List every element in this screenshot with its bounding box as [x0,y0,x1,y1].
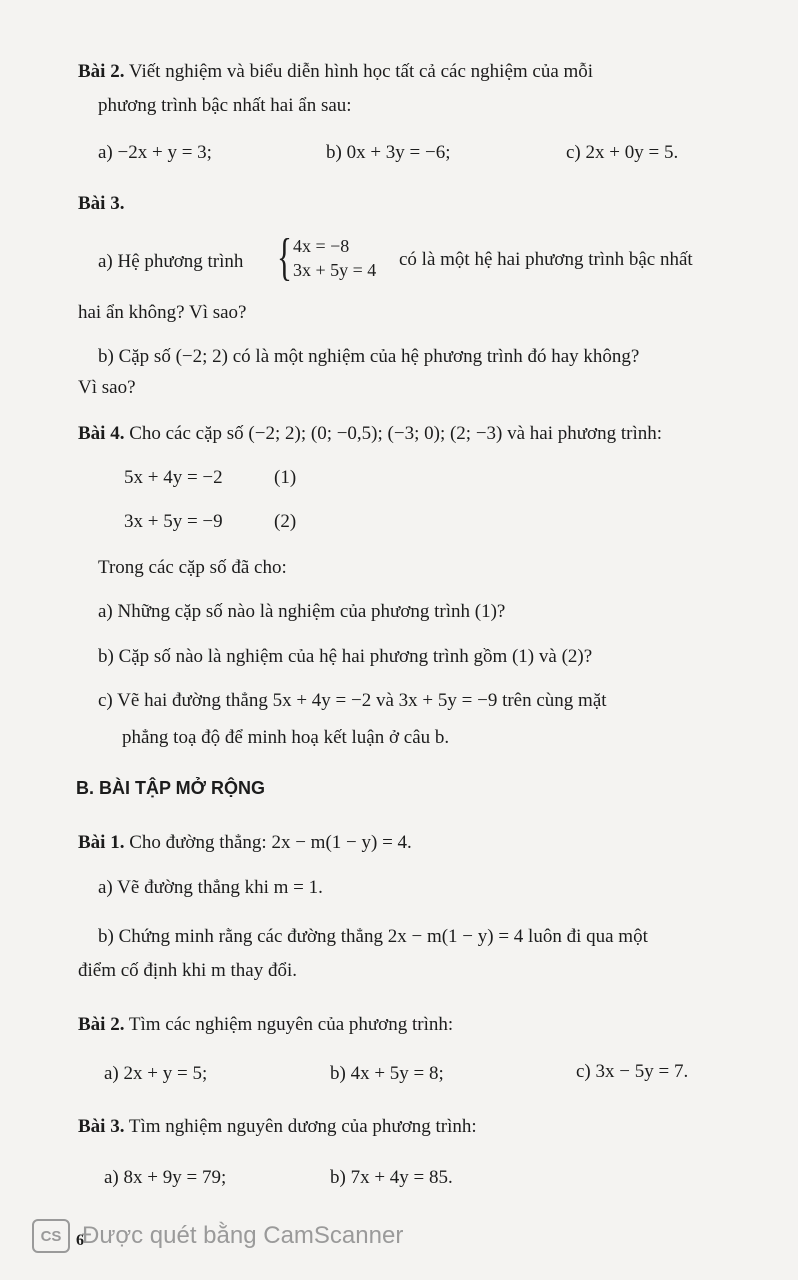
watermark-text: Được quét bằng CamScanner [82,1222,404,1249]
exercise-2-statement-line1 [78,60,593,84]
exercise-2-item-c: c) 2x + 0y = 5. [566,142,679,163]
equation-2-label: (2) [274,511,297,532]
ext-exercise-2-item-a: a) 2x + y = 5; [104,1063,208,1084]
exercise-2-item-b: b) 0x + 3y = −6; [326,142,451,163]
exercise-3-item-b-line2: Vì sao? [78,377,136,398]
exercise-2-item-a: a) −2x + y = 3; [98,142,212,163]
exercise-4-item-c-line2: phẳng toạ độ để minh hoạ kết luận ở câu b. [122,727,450,748]
ext-exercise-2-item-b: b) 4x + 5y = 8; [330,1063,444,1084]
brace-symbol: { [276,229,292,286]
ext-exercise-2-item-c: c) 3x − 5y = 7. [576,1061,689,1082]
ext-exercise-1-heading: Bài 1. [78,832,125,853]
exercise-3-heading: Bài 3. [78,193,125,214]
ext-exercise-3-statement [78,1115,477,1139]
system-equation-1: 4x = −8 [292,236,350,256]
equation-1: 5x + 4y = −2 [124,467,223,488]
ext-exercise-3-text: Tìm nghiệm nguyên dương của phương trình: [128,1116,477,1137]
exercise-4-item-c-line1: c) Vẽ hai đường thẳng 5x + 4y = −2 và 3x + 5y = −9 trên cùng mặt [98,690,607,711]
ext-exercise-1-item-a: a) Vẽ đường thẳng khi m = 1. [98,877,323,898]
exercise-3-item-a-line2: hai ẩn không? Vì sao? [78,302,247,323]
exercise-2-heading: Bài 2. [78,61,125,82]
exercise-3-item-a-prefix: a) Hệ phương trình [98,251,244,272]
section-b-title: B. BÀI TẬP MỞ RỘNG [76,778,266,798]
camscanner-logo-icon: CS [32,1219,70,1253]
page-number: 6 [76,1232,84,1249]
ext-exercise-3-heading: Bài 3. [78,1116,125,1137]
exercise-3-item-a-suffix: có là một hệ hai phương trình bậc nhất [399,249,693,270]
ext-exercise-1-statement [78,831,412,855]
exercise-3-item-b-line1: b) Cặp số (−2; 2) có là một nghiệm của hệ phương trình đó hay không? [98,346,640,367]
exercise-4-item-a: a) Những cặp số nào là nghiệm của phương trình (1)? [98,601,506,622]
ext-exercise-1-item-b-line1: b) Chứng minh rằng các đường thẳng 2x − m(1 − y) = 4 luôn đi qua một [98,926,648,947]
system-equation-2: 3x + 5y = 4 [292,260,377,280]
camscanner-watermark [32,1219,403,1253]
exercise-4-item-b: b) Cặp số nào là nghiệm của hệ hai phương trình gồm (1) và (2)? [98,646,593,667]
exercise-4-heading: Bài 4. [78,423,125,444]
equation-2: 3x + 5y = −9 [124,511,223,532]
equation-1-label: (1) [274,467,297,488]
equation-system [276,229,377,286]
ext-exercise-1-item-b-line2: điểm cố định khi m thay đổi. [78,960,298,981]
exercise-4-statement [78,422,662,446]
ext-exercise-3-item-a: a) 8x + 9y = 79; [104,1167,227,1188]
ext-exercise-2-heading: Bài 2. [78,1014,125,1035]
ext-exercise-1-text: Cho đường thẳng: 2x − m(1 − y) = 4. [129,832,412,853]
exercise-2-text-line1: Viết nghiệm và biểu diễn hình học tất cả các nghiệm của mỗi [128,61,594,82]
ext-exercise-3-item-b: b) 7x + 4y = 85. [330,1167,453,1188]
exercise-4-text: Cho các cặp số (−2; 2); (0; −0,5); (−3; 0); (2; −3) và hai phương trình: [129,423,663,444]
ext-exercise-2-text: Tìm các nghiệm nguyên của phương trình: [128,1014,454,1035]
exercise-4-intro: Trong các cặp số đã cho: [98,557,287,578]
ext-exercise-2-statement [78,1013,453,1037]
exercise-2-text-line2: phương trình bậc nhất hai ẩn sau: [98,95,352,116]
